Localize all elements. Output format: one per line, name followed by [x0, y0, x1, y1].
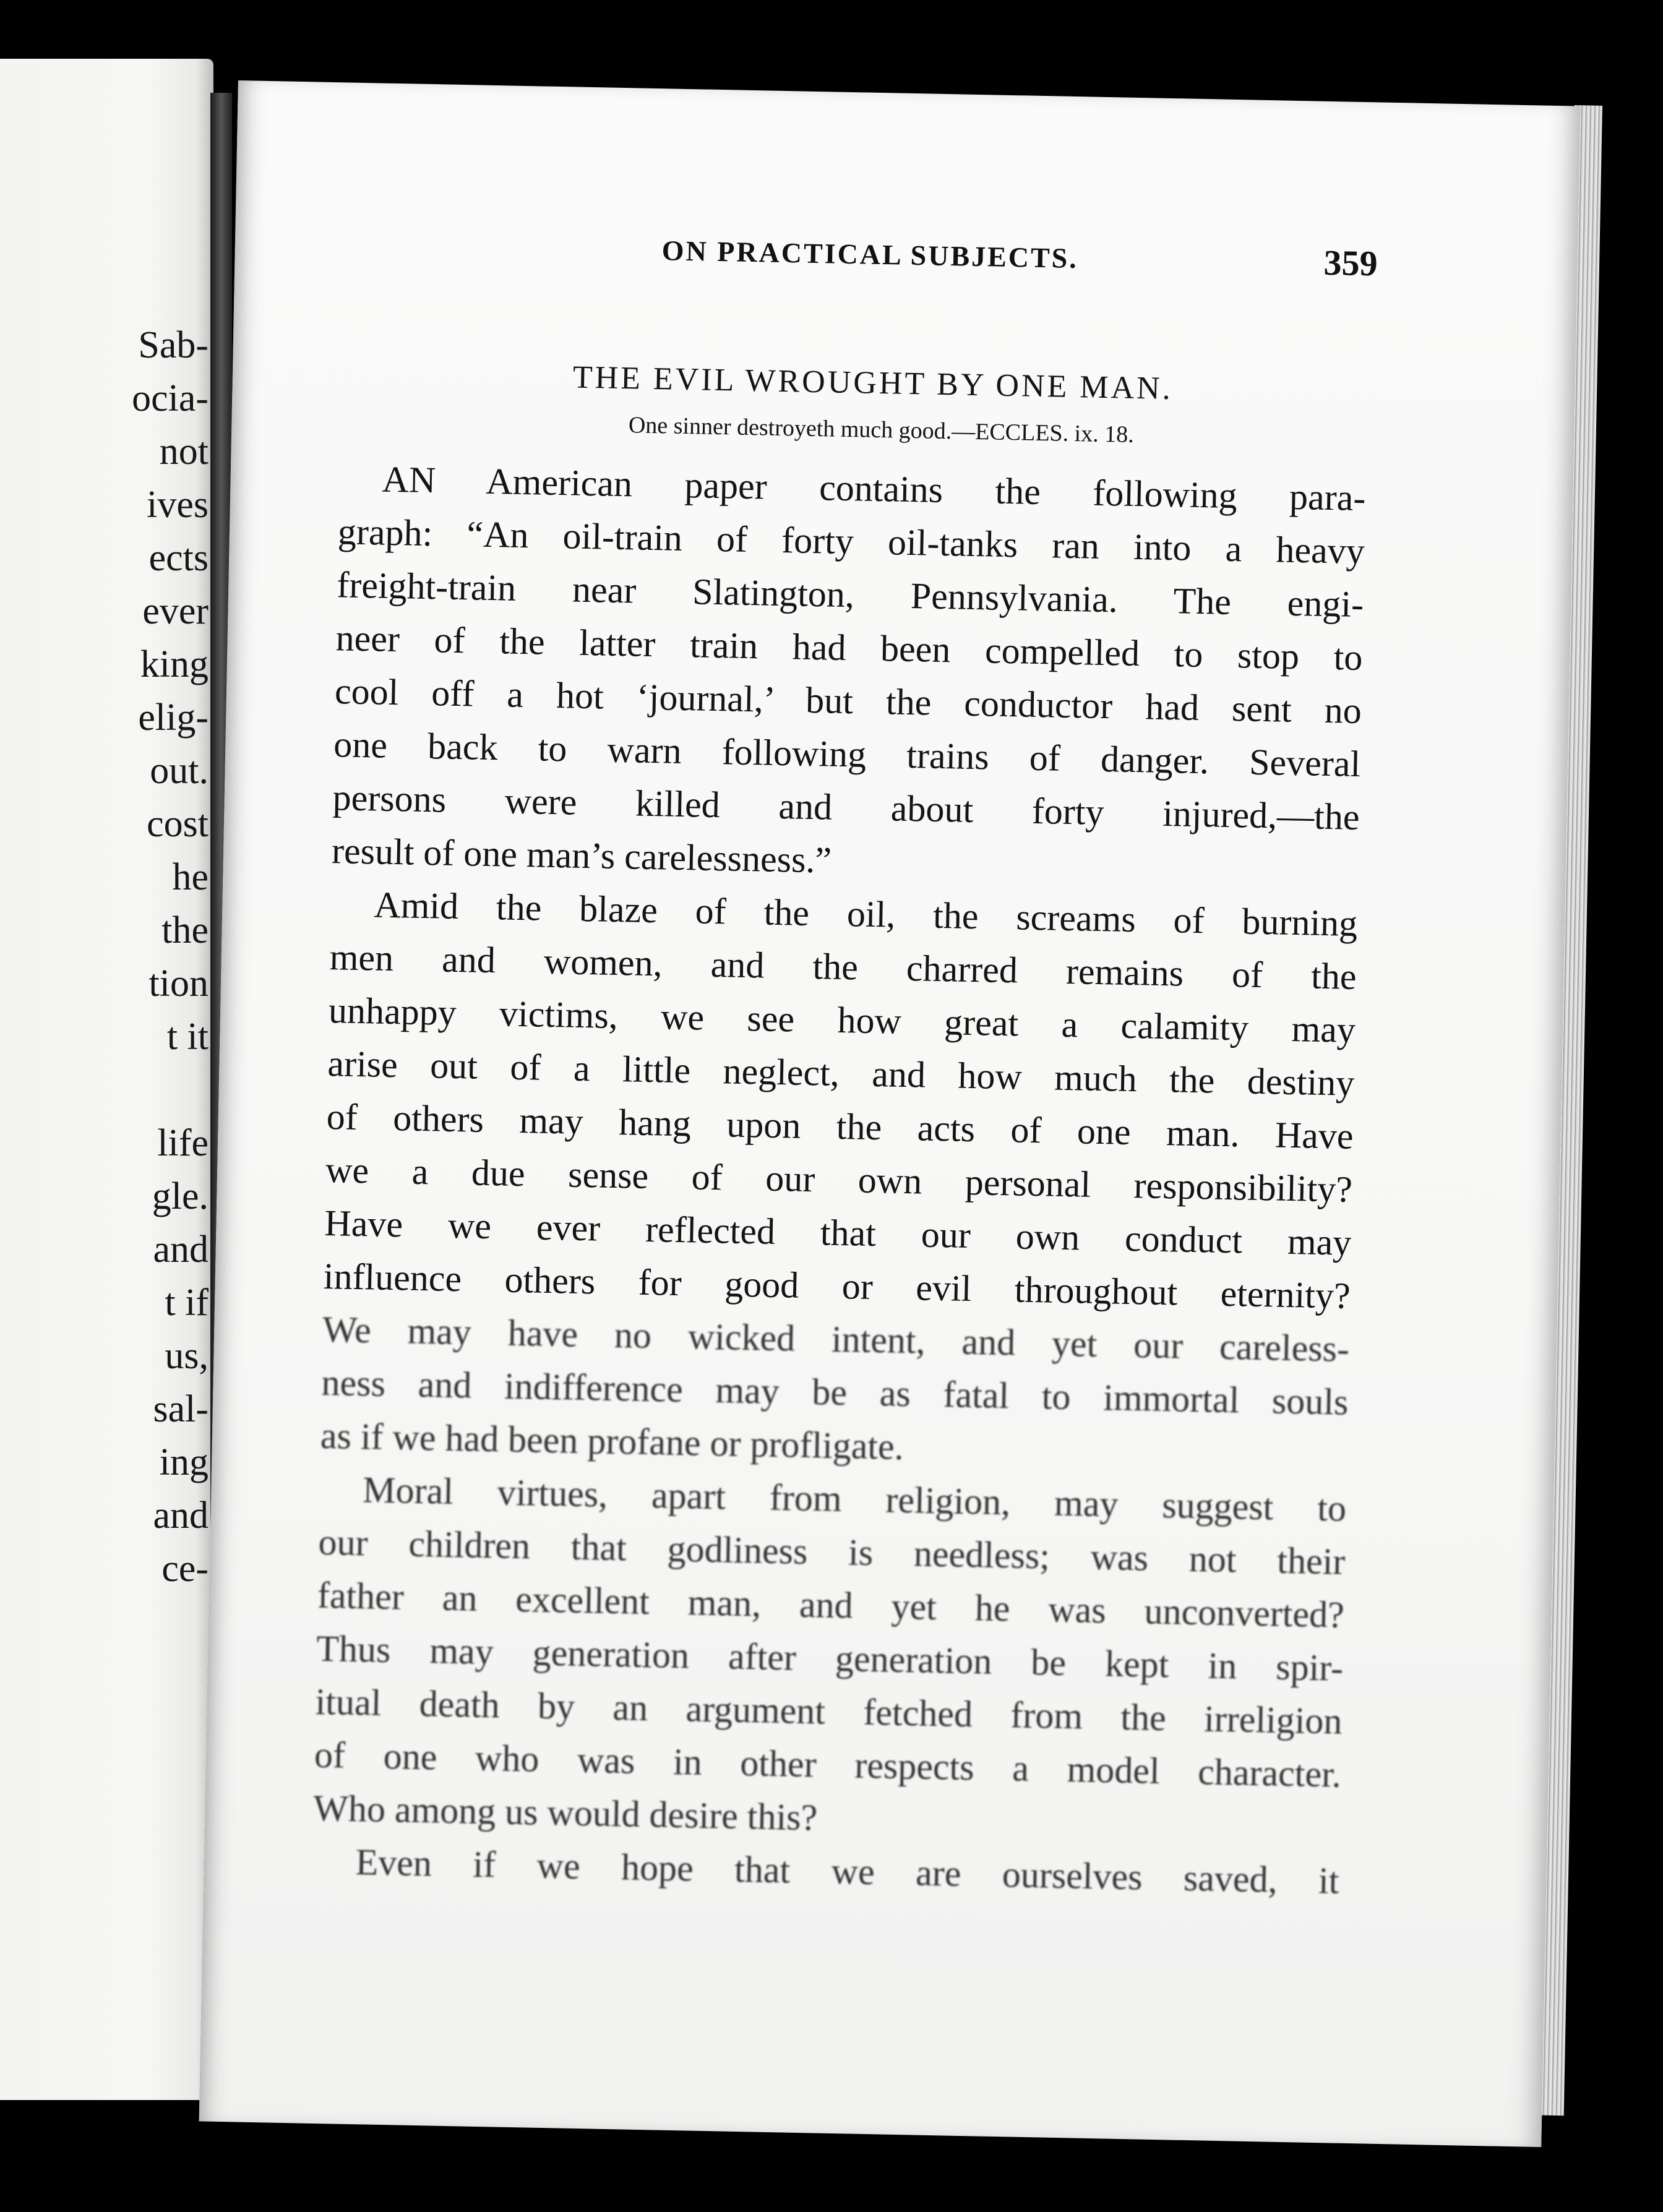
- text-line: father an excellent man, and yet he was unconverted?: [317, 1574, 1345, 1635]
- text-line: AN American paper contains the following para-: [382, 458, 1367, 519]
- previous-page-line: he: [172, 856, 208, 898]
- text-line: unhappy victims, we see how great a calamity may: [328, 990, 1356, 1050]
- paragraph: [320, 877, 1358, 1482]
- page-number: 359: [1323, 242, 1378, 284]
- previous-page-line: ever: [142, 590, 208, 632]
- previous-page-line: [48, 1063, 208, 1117]
- previous-page-line: Sab-: [138, 324, 208, 366]
- text-line: we a due sense of our own personal responsibility?: [325, 1149, 1353, 1210]
- previous-page-line: ocia-: [132, 377, 208, 419]
- text-line: persons were killed and about forty injured,—the: [332, 777, 1360, 838]
- paragraph: [331, 452, 1366, 897]
- previous-page-text: [48, 319, 208, 1595]
- text-line: our children that godliness is needless; was not their: [318, 1521, 1346, 1582]
- article-body: [312, 452, 1366, 1907]
- text-line: ness and indifference may be as fatal to immortal souls: [320, 1361, 1349, 1423]
- text-line: graph: “An oil-train of forty oil-tanks ran into a heavy: [337, 511, 1365, 572]
- previous-page-line: out.: [150, 750, 208, 792]
- text-line: cool off a hot ‘journal,’ but the conductor had sent no: [334, 671, 1362, 732]
- text-line: Amid the blaze of the oil, the screams of burning: [373, 884, 1358, 944]
- previous-page-line: and: [153, 1494, 208, 1537]
- previous-page-line: cost: [147, 803, 208, 845]
- text-line: result of one man’s carelessness.”: [331, 830, 832, 881]
- previous-page-line: ects: [148, 537, 208, 579]
- previous-page-line: ce-: [161, 1548, 208, 1590]
- previous-page-line: the: [161, 909, 208, 951]
- text-line: influence others for good or evil throughout eternity?: [323, 1256, 1351, 1316]
- previous-page-line: and: [153, 1228, 208, 1271]
- text-line: as if we had been profane or profligate.: [320, 1415, 905, 1468]
- text-line: itual death by an argument fetched from the irreligion: [315, 1681, 1343, 1742]
- previous-page-line: king: [140, 643, 208, 685]
- previous-page-line: sal-: [153, 1388, 208, 1430]
- text-line: Who among us would desire this?: [312, 1787, 818, 1838]
- previous-page-line: t if: [165, 1282, 208, 1324]
- text-line: freight-train near Slatington, Pennsylvania. The engi-: [336, 564, 1364, 625]
- paragraph: [313, 1462, 1347, 1854]
- previous-page-line: elig-: [138, 697, 208, 739]
- previous-page-line: ives: [147, 484, 208, 526]
- text-line: Thus may generation after generation be kept in spir-: [316, 1627, 1344, 1689]
- previous-page: [0, 59, 213, 2100]
- text-line: Have we ever reflected that our own conduct may: [324, 1202, 1352, 1263]
- epigraph: One sinner destroyeth much good.—ECCLES. ix. 18.: [628, 412, 1135, 448]
- text-line: men and women, and the charred remains of the: [329, 937, 1357, 997]
- text-line: of one who was in other respects a model character.: [314, 1734, 1342, 1795]
- article-title: THE EVIL WROUGHT BY ONE MAN.: [572, 359, 1174, 407]
- text-line: arise out of a little neglect, and how much the destiny: [327, 1043, 1355, 1104]
- text-line: We may have no wicked intent, and yet our careless-: [322, 1308, 1350, 1370]
- previous-page-line: t it: [166, 1016, 208, 1058]
- text-line: one back to warn following trains of danger. Several: [333, 724, 1361, 785]
- text-line: neer of the latter train had been compelled to stop to: [335, 617, 1364, 679]
- running-head: ON PRACTICAL SUBJECTS.: [661, 234, 1079, 275]
- text-line: Even if we hope that we are ourselves saved, it: [355, 1841, 1340, 1901]
- text-line: Moral virtues, apart from religion, may suggest to: [362, 1469, 1347, 1529]
- text-line: of others may hang upon the acts of one man. Have: [326, 1096, 1354, 1157]
- previous-page-line: life: [157, 1122, 208, 1164]
- previous-page-line: us,: [165, 1335, 208, 1377]
- page-header: [235, 226, 1426, 284]
- article: [312, 354, 1368, 1907]
- previous-page-line: not: [159, 431, 208, 473]
- current-page: [199, 80, 1581, 2147]
- previous-page-line: tion: [148, 962, 208, 1005]
- previous-page-line: gle.: [152, 1175, 208, 1217]
- previous-page-line: ing: [159, 1441, 208, 1483]
